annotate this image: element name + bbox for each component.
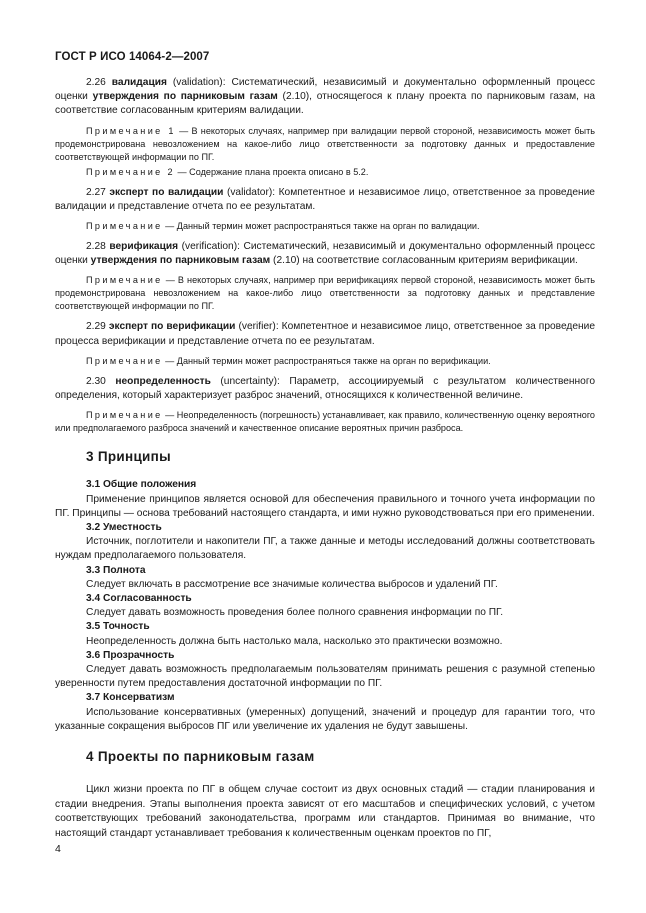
subsection-3-3-text: Следует включать в рассмотрение все значимые количества выбросов и удалений ПГ. (86, 578, 498, 590)
subsection-3-3-title: 3.3 Полнота (86, 564, 146, 576)
subsection-3-1-title: 3.1 Общие положения (86, 479, 197, 491)
term-title: неопределенность (115, 375, 211, 387)
subsection-3-4-title: 3.4 Согласованность (86, 593, 192, 605)
subsection-3-6-title: 3.6 Прозрачность (86, 649, 175, 661)
note-2-27: Примечание — Данный термин может распространяться также на орган по валидации. (86, 221, 480, 232)
section-4-text: Цикл жизни проекта по ПГ в общем случае состоит из двух основных стадий — стадии планирования и стадии внедрения. Этапы выполнения проекта зависят от его масштабов и специфических условий, с учетом соответствующих требований законодательства, программ или стандартов. Принимая во внимание, что настоящий стандарт устанавливает требования к количественным оценкам проектов по ПГ, (55, 784, 595, 840)
note-2-28: Примечание — В некоторых случаях, например при верификациях первой стороной, независимость может быть продемонстрирована невозложением на какое-либо лицо ответственности за подготовку данных и представление соответствующей информации по ПГ. (55, 275, 595, 312)
note-2-29: Примечание — Данный термин может распространяться также на орган по верификации. (86, 355, 491, 366)
subsection-3-1-text: Применение принципов является основой для обеспечения правильного и точного учета информации по ПГ. Принципы — основа требований настоящего стандарта, и ими нужно руководствоваться при его применении. (55, 493, 595, 519)
note-2-26-2: Примечание 2 — Содержание плана проекта описано в 5.2. (86, 166, 369, 177)
subsection-3-2-text: Источник, поглотители и накопители ПГ, а также данные и методы исследований должны соответствовать нуждам предполагаемого пользователя. (55, 536, 595, 562)
term-2-30: 2.30 неопределенность (uncertainty): Параметр, ассоциируемый с результатом количественного определения, который характеризует разброс значений, относящихся к количественной величине. (55, 375, 595, 402)
subsection-3-4-text: Следует давать возможность проведения более полного сравнения информации по ПГ. (86, 607, 504, 619)
note-2-30: Примечание — Неопределенность (погрешность) устанавливает, как правило, количественную оценку вероятного или предполагаемого разброса значений и качественное описание вероятных причин разброса. (55, 410, 595, 434)
subsection-3-7-text: Использование консервативных (умеренных) допущений, значений и процедур для гарантии того, что указанные сокращения выбросов ПГ или увеличение их удаления не будут завышены. (55, 706, 595, 732)
subsection-3-6-text: Следует давать возможность предполагаемым пользователям принимать решения с разумной степенью уверенности путем предоставления достаточной информации по ПГ. (55, 664, 595, 690)
term-title: верификация (109, 241, 179, 253)
subsection-3-7-title: 3.7 Консерватизм (86, 692, 175, 704)
term-2-29: 2.29 эксперт по верификации (verifier): Компетентное и независимое лицо, ответственное за проведение процесса верификации и представление отчета по ее результатам. (55, 321, 595, 347)
term-title: эксперт по верификации (108, 321, 236, 333)
term-title: эксперт по валидации (109, 186, 224, 198)
subsection-3-5-text: Неопределенность должна быть настолько мала, насколько это практически возможно. (86, 635, 503, 647)
subsection-3-2-title: 3.2 Уместность (86, 522, 162, 534)
section-3-heading: 3 Принципы (86, 449, 171, 465)
term-reference: утверждения по парниковым газам (90, 255, 271, 267)
term-2-26: 2.26 валидация (validation): Систематический, независимый и документально оформленный процесс оценки утверждения по парниковым газам (2.10), относящегося к плану проекта по парниковым газам, на соответствие согласованным критериям валидации. (55, 77, 595, 117)
page-number: 4 (55, 843, 61, 855)
term-2-27: 2.27 эксперт по валидации (validator): Компетентное и независимое лицо, ответственное за проведение валидации и представление отчета по ее результатам. (55, 186, 595, 212)
term-2-28: 2.28 верификация (verification): Систематический, независимый и документально оформленный процесс оценки утверждения по парниковым газам (2.10) на соответствие согласованным критериям верификации. (55, 241, 595, 267)
document-body (55, 76, 595, 842)
term-title: валидация (111, 77, 167, 88)
term-reference: утверждения по парниковым газам (92, 91, 278, 103)
subsection-3-5-title: 3.5 Точность (86, 621, 150, 633)
section-4-heading: 4 Проекты по парниковым газам (86, 749, 315, 765)
note-2-26-1: Примечание 1 — В некоторых случаях, например при валидации первой стороной, независимость может быть продемонстрирована невозложением на какое-либо лицо ответственности за подготовку данных и предоставление соответствующей информации по ПГ. (55, 125, 595, 162)
document-header: ГОСТ Р ИСО 14064-2—2007 (55, 51, 210, 63)
